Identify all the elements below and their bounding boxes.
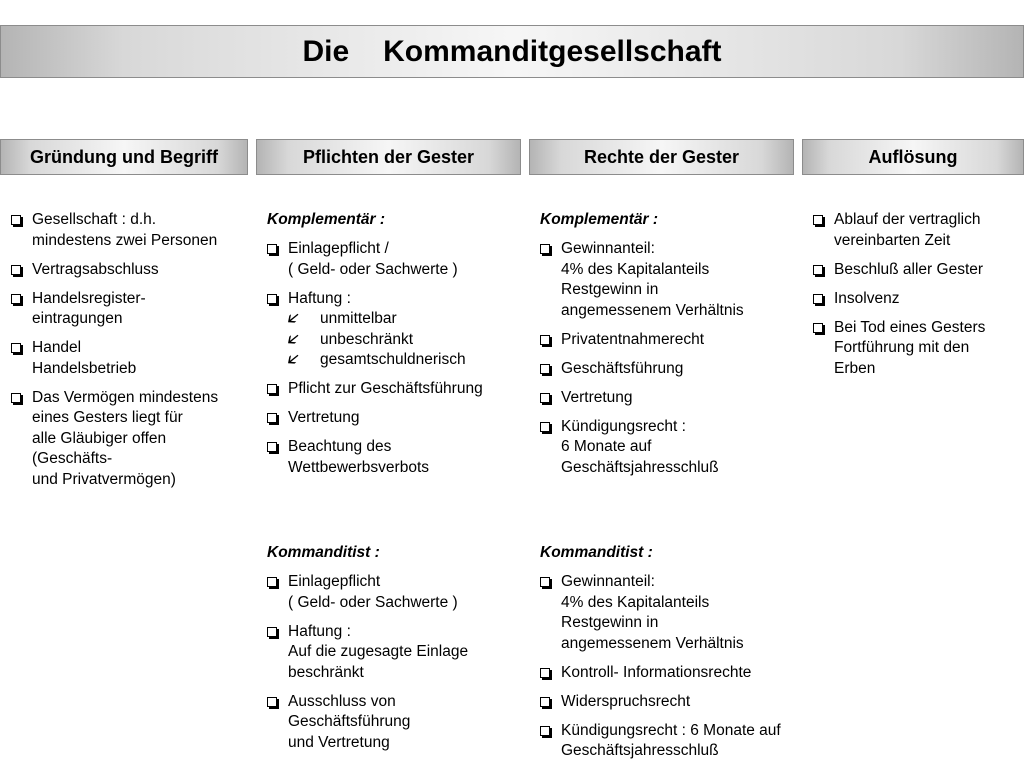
item-text: Geschäftsführung — [561, 359, 684, 377]
item-text: Geschäftsjahresschluß — [561, 742, 719, 759]
column-rechte-komplementaer — [540, 210, 805, 487]
checkbox-bullet-icon — [540, 335, 550, 345]
list-item — [267, 572, 532, 613]
checkbox-bullet-icon — [813, 323, 823, 333]
item-text: 6 Monate auf — [561, 438, 652, 455]
sub-item: 🡧 unbeschränkt — [288, 330, 532, 351]
header-rechte: Rechte der Gester — [529, 139, 794, 175]
checkbox-bullet-icon — [267, 442, 277, 452]
checkbox-bullet-icon — [540, 577, 550, 587]
item-text: Kündigungsrecht : — [561, 417, 686, 435]
checkbox-bullet-icon — [11, 215, 21, 225]
checkbox-bullet-icon — [540, 697, 550, 707]
item-text: Fortführung mit den — [834, 339, 970, 356]
checkbox-bullet-icon — [11, 265, 21, 275]
item-text: Gewinnanteil: — [561, 573, 655, 590]
column-pflichten-kommanditist — [267, 543, 532, 762]
sub-item: 🡧 gesamtschuldnerisch — [288, 350, 532, 371]
item-text: Widerspruchsrecht — [561, 692, 691, 710]
item-text: Gewinnanteil: — [561, 240, 655, 257]
item-text: vereinbarten Zeit — [834, 231, 951, 249]
checkbox-bullet-icon — [540, 393, 550, 403]
checkbox-bullet-icon — [813, 215, 823, 225]
list-item — [813, 289, 1023, 310]
list-item — [540, 388, 805, 409]
checkbox-bullet-icon — [11, 294, 21, 304]
checkbox-bullet-icon — [540, 422, 550, 432]
item-text: eintragungen — [32, 310, 123, 327]
item-text: Bei Tod eines Gesters — [834, 318, 986, 336]
item-text: Vertragsabschluss — [32, 260, 159, 278]
list-pflichten-rest — [267, 379, 532, 478]
list-item — [540, 417, 805, 479]
item-text: Ausschluss von — [288, 692, 396, 710]
item-text: und Vertretung — [288, 733, 390, 751]
item-text: Restgewinn in — [561, 614, 659, 631]
list-pflichten-kommanditist — [267, 572, 532, 753]
list-item — [267, 379, 532, 400]
title-word-1: Die — [302, 35, 350, 68]
checkbox-bullet-icon — [813, 265, 823, 275]
list-item — [540, 239, 805, 321]
header-gruendung: Gründung und Begriff — [0, 139, 248, 175]
item-text: Ablauf der vertraglich — [834, 211, 981, 228]
checkbox-bullet-icon — [267, 627, 277, 637]
item-text: und Privatvermögen) — [32, 470, 176, 488]
title-word-2: Kommanditgesellschaft — [383, 35, 722, 68]
arrow-down-left-icon: 🡧 — [287, 310, 297, 327]
checkbox-bullet-icon — [540, 364, 550, 374]
checkbox-bullet-icon — [267, 697, 277, 707]
item-text: Handelsregister- — [32, 289, 146, 307]
list-item — [11, 289, 251, 330]
checkbox-bullet-icon — [540, 726, 550, 736]
checkbox-bullet-icon — [267, 384, 277, 394]
header-pflichten: Pflichten der Gester — [256, 139, 521, 175]
item-text: Privatentnahmerecht — [561, 330, 705, 348]
item-text: eines Gesters liegt für — [32, 409, 183, 426]
item-text: Beschluß aller Gester — [834, 260, 984, 278]
item-text: Kündigungsrecht : 6 Monate auf — [561, 721, 781, 739]
checkbox-bullet-icon — [813, 294, 823, 304]
checkbox-bullet-icon — [540, 668, 550, 678]
arrow-down-left-icon: 🡧 — [287, 351, 297, 368]
heading-kommanditist: Kommanditist : — [540, 544, 653, 561]
list-item — [267, 408, 532, 429]
list-item — [11, 260, 251, 281]
checkbox-bullet-icon — [11, 393, 21, 403]
item-text: Haftung : — [288, 622, 351, 640]
item-text: beschränkt — [288, 663, 364, 681]
item-text: Insolvenz — [834, 289, 900, 307]
checkbox-bullet-icon — [267, 577, 277, 587]
item-text: Pflicht zur Geschäftsführung — [288, 380, 483, 397]
item-text: Vertretung — [561, 388, 633, 406]
header-aufloesung: Auflösung — [802, 139, 1024, 175]
heading-kommanditist: Kommanditist : — [267, 544, 380, 561]
arrow-down-left-icon: 🡧 — [287, 330, 297, 348]
item-text: Vertretung — [288, 409, 360, 426]
item-text: Kontroll- Informationsrechte — [561, 663, 752, 681]
item-text: Auf die zugesagte Einlage — [288, 643, 469, 660]
list-item — [813, 210, 1023, 251]
column-pflichten-komplementaer — [267, 210, 532, 487]
list-item — [267, 437, 532, 478]
item-text: Einlagepflicht — [288, 573, 381, 590]
item-text: Geschäftsjahresschluß — [561, 458, 719, 476]
item-text: angemessenem Verhältnis — [561, 301, 744, 319]
item-text: 4% des Kapitalanteils — [561, 593, 710, 611]
list-item — [540, 572, 815, 654]
list-item — [540, 663, 815, 684]
checkbox-bullet-icon — [267, 244, 277, 254]
item-text: mindestens zwei Personen — [32, 231, 218, 249]
list-item: Einlagepflicht / ( Geld- oder Sachwerte ) — [267, 239, 532, 280]
item-text: Restgewinn in — [561, 281, 659, 298]
list-item — [540, 692, 815, 713]
list-item — [11, 338, 251, 379]
list-item — [813, 260, 1023, 281]
item-text: angemessenem Verhältnis — [561, 634, 744, 652]
checkbox-bullet-icon — [267, 294, 277, 304]
item-text: Das Vermögen mindestens — [32, 388, 219, 406]
item-text: Gesellschaft : d.h. — [32, 211, 157, 228]
item-text: (Geschäfts- — [32, 450, 113, 467]
heading-komplementaer: Komplementär : — [540, 211, 658, 228]
page-title — [0, 25, 1024, 78]
checkbox-bullet-icon — [540, 244, 550, 254]
column-gruendung — [11, 210, 251, 499]
checkbox-bullet-icon — [11, 343, 21, 353]
list-item — [267, 622, 532, 684]
item-text: ( Geld- oder Sachwerte ) — [288, 593, 458, 611]
item-text: 4% des Kapitalanteils — [561, 260, 710, 278]
item-text: alle Gläubiger offen — [32, 429, 167, 447]
list-item — [11, 388, 251, 491]
list-item — [813, 318, 1023, 380]
list-item — [540, 359, 805, 380]
column-aufloesung — [813, 210, 1023, 388]
heading-komplementaer: Komplementär : — [267, 211, 385, 228]
item-text: Geschäftsführung — [288, 713, 411, 730]
item-text: Erben — [834, 359, 876, 377]
column-rechte-kommanditist — [540, 543, 815, 770]
item-text: Handelsbetrieb — [32, 359, 137, 377]
list-rechte-kommanditist — [540, 572, 815, 762]
item-text: Wettbewerbsverbots — [288, 458, 429, 476]
item-text: Handel — [32, 339, 82, 356]
list-rechte-komplementaer — [540, 239, 805, 478]
list-item — [540, 330, 805, 351]
list-item: Haftung : 🡧 unmittelbar 🡧 unbeschränkt 🡧 gesamtschuldnerisch — [267, 289, 532, 371]
checkbox-bullet-icon — [267, 413, 277, 423]
list-item — [540, 721, 815, 762]
list-item — [267, 692, 532, 754]
item-text: Beachtung des — [288, 438, 392, 455]
sub-item: 🡧 unmittelbar — [288, 309, 532, 330]
list-item — [11, 210, 251, 251]
